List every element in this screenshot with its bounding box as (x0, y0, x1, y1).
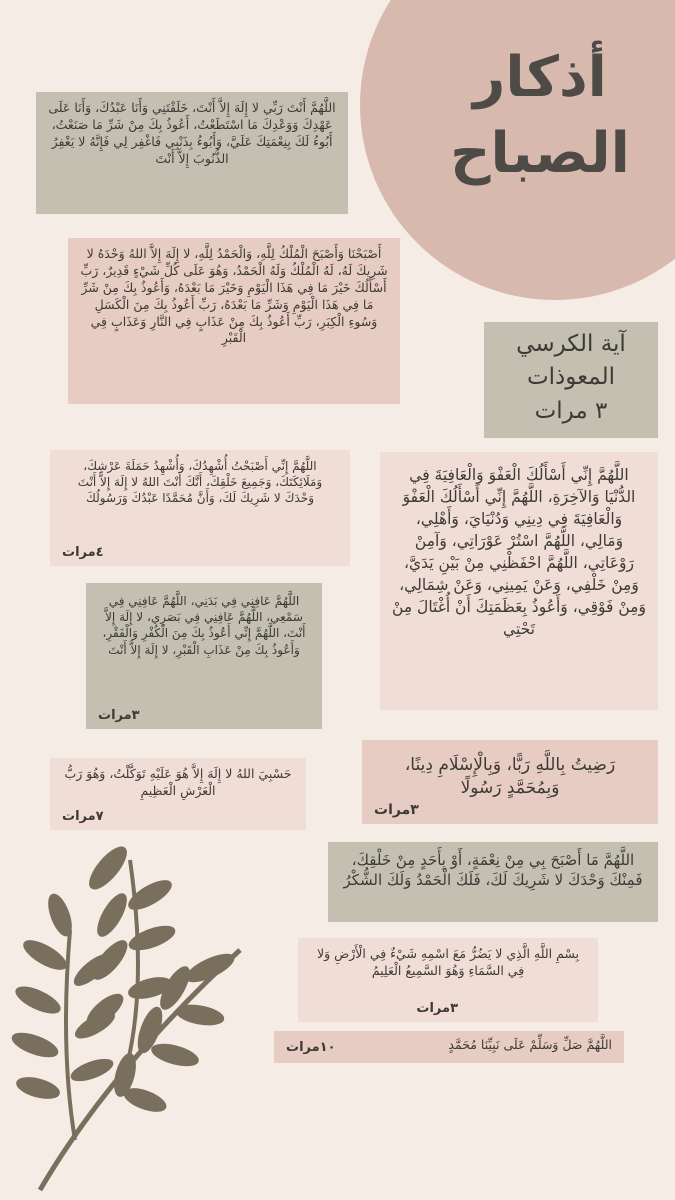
dhikr-text: رَضِيتُ بِاللَّهِ رَبًّا، وَبِالْإِسْلَامِ دِينًا، وَبِمُحَمَّدٍ رَسُولًا (404, 755, 616, 798)
dhikr-card-9 (298, 938, 598, 1022)
repeat-count: ١٠مرات (286, 1040, 336, 1056)
ayat-card (484, 322, 658, 438)
dhikr-card-3 (50, 450, 350, 566)
dhikr-text: حَسْبِيَ اللهُ لا إِلَهَ إِلاَّ هُوَ عَلَيْهِ تَوَكَّلْتُ، وَهُوَ رَبُّ الْعَرْشِ الْعَظِيمِ (64, 766, 292, 798)
dhikr-text: أَصْبَحْنَا وَأَصْبَحَ الْمُلْكُ لِلَّهِ، وَالْحَمْدُ لِلَّهِ، لا إِلَهَ إِلاَّ اللهُ وَحْدَهُ لا شَرِيكَ لَهُ، لَهُ الْمُلْكُ وَلَهُ الْحَمْدُ، وَهُوَ عَلَى كُلِّ شَيْءٍ قَدِيرٌ، رَبِّ أَسْأَلُكَ خَيْرَ مَا فِي هَذَا الْيَوْمِ وَخَيْرَ مَا بَعْدَهُ، وَأَعُوذُ بِكَ مِنْ شَرِّ مَا فِي هَذَا الْيَوْمِ وَشَرِّ مَا بَعْدَهُ، رَبِّ أَعُوذُ بِكَ مِنَ الْكَسَلِ وَسُوءِ الْكِبَرِ، رَبِّ أَعُوذُ بِكَ مِنْ عَذَابٍ فِي النَّارِ وَعَذَابٍ فِي الْقَبْرِ (80, 246, 388, 346)
dhikr-text: اللَّهُمَّ إِنِّي أَسْأَلُكَ الْعَفْوَ وَالْعَافِيَةَ فِي الدُّنْيَا وَالآخِرَةِ، اللَّهُمَّ إِنِّي أَسْأَلُكَ الْعَفْوَ وَالْعَافِيَةَ فِي دِينِي وَدُنْيَايَ، وَأَهْلِي، وَمَالِي، اللَّهُمَّ اسْتُرْ عَوْرَاتِي، وَآمِنْ رَوْعَاتِي، اللَّهُمَّ احْفَظْنِي مِنْ بَيْنِ يَدَيَّ، وَمِنْ خَلْفِي، وَعَنْ يَمِينِي، وَعَنْ شِمَالِي، وَمِنْ فَوْقِي، وَأَعُوذُ بِعَظَمَتِكَ أَنْ أُغْتَالَ مِنْ تَحْتِي (392, 466, 646, 638)
dhikr-text: اللَّهُمَّ إِنِّي أَصْبَحْتُ أُشْهِدُكَ، وَأُشْهِدُ حَمَلَةَ عَرْشِكَ، وَمَلَائِكَتَكَ، وَجَمِيعَ خَلْقِكَ، أَنَّكَ أَنْتَ اللهُ لا إِلَهَ إِلاَّ أَنْتَ وَحْدَكَ لا شَرِيكَ لَكَ، وَأَنَّ مُحَمَّدًا عَبْدُكَ وَرَسُولُكَ (77, 459, 323, 506)
page-title (440, 40, 640, 192)
dhikr-text: اللَّهُمَّ صَلِّ وَسَلِّمْ عَلَى نَبِيِّنَا مُحَمَّدٍ (448, 1037, 612, 1052)
plant-branch-illustration (0, 820, 260, 1200)
repeat-count: ٣مرات (98, 708, 140, 724)
dhikr-text: بِسْمِ اللَّهِ الَّذِي لا يَضُرُّ مَعَ اسْمِهِ شَيْءٌ فِي الْأَرْضِ وَلا فِي السَّمَاءِ وَهُوَ السَّمِيعُ الْعَلِيمُ (316, 946, 580, 978)
title-line-2: الصباح (450, 121, 630, 186)
ayat-line-1: آية الكرسي (516, 331, 626, 357)
dhikr-text: اللَّهُمَّ أَنْتَ رَبِّي لا إِلَهَ إِلاَّ أَنْتَ، خَلَقْتَنِي وَأَنَا عَبْدُكَ، وَأَنَا عَلَى عَهْدِكَ وَوَعْدِكَ مَا اسْتَطَعْتُ، أَعُوذُ بِكَ مِنْ شَرِّ مَا صَنَعْتُ، أَبُوءُ لَكَ بِنِعْمَتِكَ عَلَيَّ، وَأَبُوءُ بِذَنْبِي فَاغْفِر لِي فَإِنَّهُ لا يَغْفِرُ الذُّنُوبَ إِلاَّ أَنْتَ (48, 100, 336, 166)
title-line-1: أذكار (473, 45, 607, 110)
dhikr-card-6 (362, 740, 658, 824)
dhikr-card-1 (36, 92, 348, 214)
repeat-count: ٤مرات (62, 545, 104, 561)
dhikr-text: اللَّهُمَّ عَافِنِي فِي بَدَنِي، اللَّهُمَّ عَافِنِي فِي سَمْعِي، اللَّهُمَّ عَافِنِي فِي بَصَرِي، لا إِلَهَ إِلاَّ أَنْتَ، اللَّهُمَّ إِنِّي أَعُوذُ بِكَ مِنَ الْكُفْرِ وَالْفَقْرِ، وَأَعُوذُ بِكَ مِنْ عَذَابِ الْقَبْرِ، لا إِلَهَ إِلاَّ أَنْتَ (102, 594, 306, 657)
repeat-count: ٣مرات (416, 1001, 458, 1017)
ayat-line-3: ٣ مرات (534, 397, 608, 424)
repeat-count: ٣مرات (374, 802, 419, 819)
dhikr-text: اللَّهُمَّ مَا أَصْبَحَ بِي مِنْ نِعْمَةٍ، أَوْ بِأَحَدٍ مِنْ خَلْقِكَ، فَمِنْكَ وَحْدَكَ لا شَرِيكَ لَكَ، فَلَكَ الْحَمْدُ وَلَكَ الشُّكْرُ (343, 851, 643, 890)
ayat-line-2: المعوذات (527, 364, 615, 391)
dhikr-card-2 (68, 238, 400, 404)
dhikr-card-4 (380, 452, 658, 710)
dhikr-card-10 (274, 1031, 624, 1063)
repeat-count: ٧مرات (62, 809, 104, 825)
dhikr-card-5 (86, 583, 322, 729)
dhikr-card-8 (328, 842, 658, 922)
